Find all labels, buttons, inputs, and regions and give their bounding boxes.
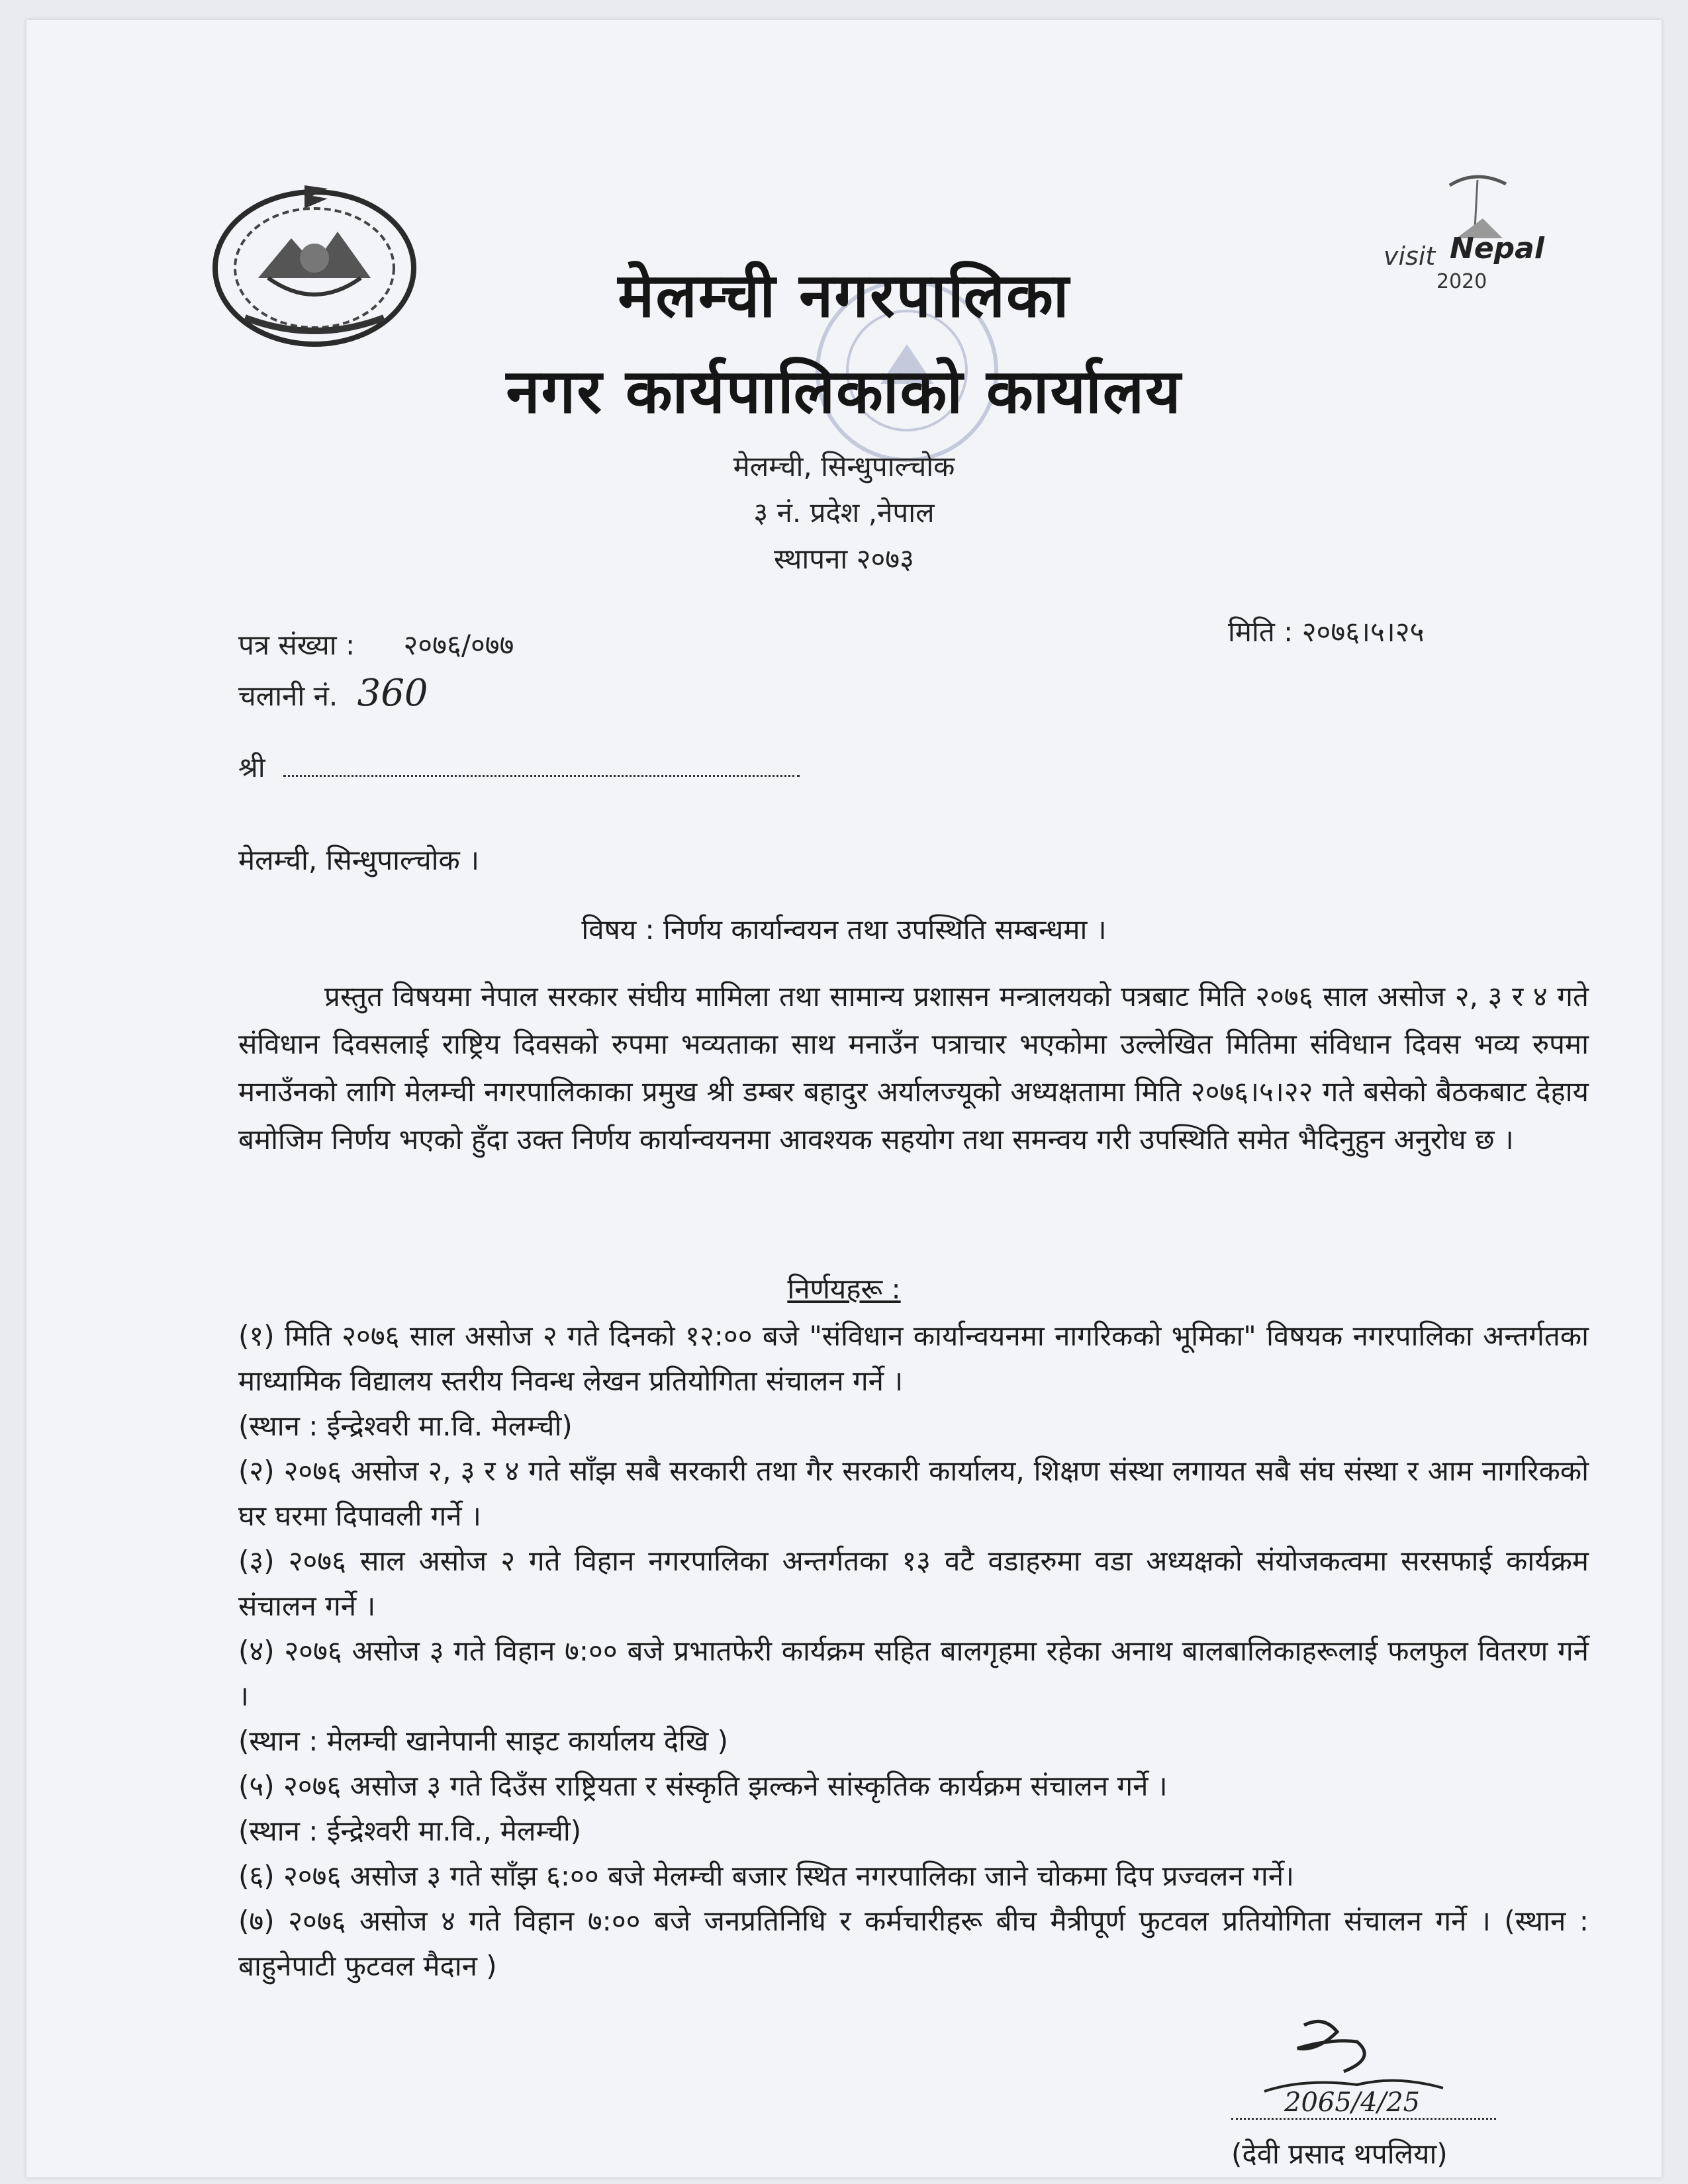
decisions-list (238, 1314, 1589, 1989)
decision-item: (५) २०७६ असोज ३ गते दिउँस राष्ट्रियता र संस्कृति झल्कने सांस्कृतिक कार्यक्रम संचालन गर्ने । (238, 1770, 1168, 1802)
dispatch-number-value: 360 (357, 672, 428, 715)
decision-item: (३) २०७६ साल असोज २ गते विहान नगरपालिका अन्तर्गतका १३ वटै वडाहरुमा वडा अध्यक्षको संयोजकत्वमा सरसफाई कार्यक्रम संचालन गर्ने । (238, 1545, 1589, 1622)
year-text: 2020 (1436, 270, 1487, 293)
signatory-name: (देवी प्रसाद थपलिया) (1231, 2138, 1448, 2170)
decision-item: (स्थान : मेलम्ची खानेपानी साइट कार्यालय देखि ) (238, 1725, 729, 1757)
decisions-heading (0, 1269, 1688, 1307)
nepal-text: Nepal (1450, 232, 1544, 265)
letter-number-value: २०७६/०७७ (403, 629, 514, 661)
decision-item: (स्थान : ईन्द्रेश्वरी मा.वि. मेलम्ची) (238, 1410, 573, 1442)
body-paragraph: प्रस्तुत विषयमा नेपाल सरकार संघीय मामिला तथा सामान्य प्रशासन मन्त्रालयको पत्रबाट मिति २०७६ साल असोज २, ३ र ४ गते संविधान दिवसलाई राष्ट्रिय दिवसको रुपमा भव्यताका साथ मनाउँन पत्राचार भएकोमा उल्लेखित मितिमा संविधान दिवस भव्य रुपमा मनाउँनको लागि मेलम्ची नगरपालिकाका प्रमुख श्री डम्बर बहादुर अर्यालज्यूको अध्यक्षतामा मिति २०७६।५।२२ गते बसेको बैठकबाट देहाय बमोजिम निर्णय भएको हुँदा उक्त निर्णय कार्यान्वयनमा आवश्यक सहयोग तथा समन्वय गरी उपस्थिति समेत भैदिनुहुन अनुरोध छ । (238, 980, 1589, 1156)
letter-subject: विषय : निर्णय कार्यान्वयन तथा उपस्थिति सम्बन्धमा । (581, 913, 1107, 946)
office-name-title: मेलम्ची नगरपालिका (618, 260, 1070, 331)
letter-number-label: पत्र संख्या : (238, 629, 355, 661)
address-line-2: ३ नं. प्रदेश ,नेपाल (753, 496, 935, 529)
office-subtitle: नगर कार्यपालिकाको कार्यालय (506, 356, 1182, 427)
addressee-row (238, 748, 800, 786)
decision-item: (४) २०७६ असोज ३ गते विहान ७:०० बजे प्रभातफेरी कार्यक्रम सहित बालगृहमा रहेका अनाथ बालबालिकाहरूलाई फलफुल वितरण गर्ने । (238, 1635, 1589, 1712)
letter-number-row (238, 625, 514, 663)
address-line-1: मेलम्ची, सिन्धुपाल्चोक (733, 450, 955, 482)
date-value: २०७६।५।२५ (1301, 615, 1425, 648)
addressee-blank-line (283, 751, 800, 777)
decision-item: (६) २०७६ असोज ३ गते साँझ ६:०० बजे मेलम्ची बजार स्थित नगरपालिका जाने चोकमा दिप प्रज्वलन गर्ने। (238, 1860, 1295, 1892)
decision-item: (२) २०७६ असोज २, ३ र ४ गते साँझ सबै सरकारी तथा गैर सरकारी कार्यालय, शिक्षण संस्था लगायत सबै संघ संस्था र आम नागरिकको घर घरमा दिपावली गर्ने । (238, 1455, 1589, 1532)
date-label: मिति : (1228, 615, 1293, 648)
decisions-heading-text: निर्णयहरू : (787, 1273, 901, 1305)
handwritten-signature (1225, 2012, 1503, 2124)
date-row (1228, 612, 1424, 650)
signature-line (1231, 2118, 1496, 2120)
decision-item: (स्थान : ईन्द्रेश्वरी मा.वि., मेलम्ची) (238, 1815, 582, 1847)
recipient-address: मेलम्ची, सिन्धुपाल्चोक । (238, 844, 480, 876)
decision-item: (१) मिति २०७६ साल असोज २ गते दिनको १२:०० बजे "संविधान कार्यान्वयनमा नागरिकको भूमिका" विषयक नगरपालिका अन्तर्गतका माध्यामिक विद्यालय स्तरीय निवन्ध लेखन प्रतियोगिता संचालन गर्ने । (238, 1320, 1589, 1397)
decision-item: (७) २०७६ असोज ४ गते विहान ७:०० बजे जनप्रतिनिधि र कर्मचारीहरू बीच मैत्रीपूर्ण फुटवल प्रतियोगिता संचालन गर्ने । (स्थान : बाहुनेपाटी फुटवल मैदान ) (238, 1905, 1589, 1982)
dispatch-number-label: चलानी नं. (238, 680, 338, 712)
establishment-year: स्थापना २०७३ (774, 543, 914, 575)
signature-date: 2065/4/25 (1284, 2087, 1421, 2118)
addressee-label: श्री (238, 751, 265, 784)
visit-text: visit (1383, 242, 1436, 271)
dispatch-number-row (238, 672, 428, 715)
